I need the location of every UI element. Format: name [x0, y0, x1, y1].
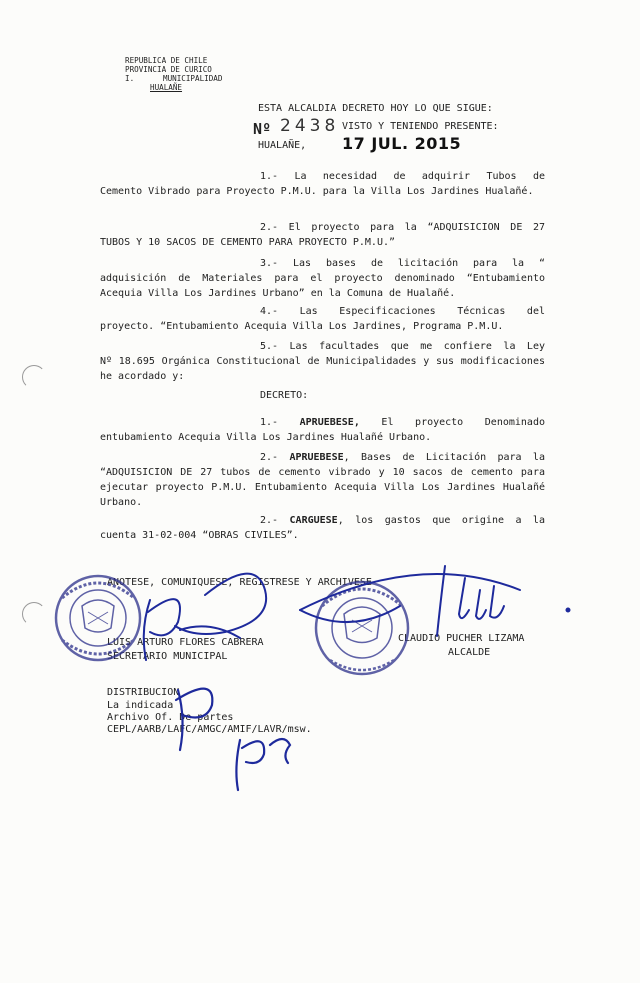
considerando-5-first: 5.- Las facultades que me confiere la Ley — [260, 341, 545, 352]
mayor-signature-icon — [300, 566, 570, 636]
distribution-line-1: La indicada — [107, 700, 174, 711]
decreto-item-3-verb: CARGUESE — [289, 515, 338, 526]
closing-line: ANOTESE, COMUNIQUESE, REGISTRESE Y ARCHIVESE — [107, 577, 372, 588]
header-province: PROVINCIA DE CURICO — [125, 65, 212, 74]
decreto-heading: DECRETO: — [260, 390, 309, 401]
considerando-2-first: 2.- El proyecto para la “ADQUISICION DE 27 — [260, 222, 545, 233]
secretary-title: SECRETARIO MUNICIPAL — [107, 651, 228, 662]
considerando-4-rest: proyecto. “Entubamiento Acequia Villa Los Jardines, Programa P.M.U. — [100, 321, 504, 332]
considerando-3-first: 3.- Las bases de licitación para la “ — [260, 258, 545, 269]
decree-visto: VISTO Y TENIENDO PRESENTE: — [342, 121, 499, 132]
considerando-1-rest: Cemento Vibrado para Proyecto P.M.U. para la Villa Los Jardines Hualañé. — [100, 186, 534, 197]
header-commune: HUALAÑE — [150, 83, 183, 92]
decree-number-prefix: Nº — [253, 120, 272, 138]
decree-number: 2438 — [280, 116, 340, 136]
secretary-signature-icon — [144, 574, 266, 660]
decreto-item-3-first-rest: , los gastos que origine a la — [337, 515, 545, 526]
header-municipality: MUNICIPALIDAD — [163, 74, 223, 83]
decreto-item-2-rest: “ADQUISICION DE 27 tubos de cemento vibrado y 10 sacos de cemento para ejecutar proyecto P.M.U. Entubamiento Acequia Villa Los Jardines Hualañé Urbano. — [100, 467, 545, 508]
decree-date-stamp: 17 JUL. 2015 — [342, 134, 462, 153]
considerando-1-first: 1.- La necesidad de adquirir Tubos de — [260, 171, 545, 182]
mayor-name: CLAUDIO PUCHER LIZAMA — [398, 633, 525, 644]
decree-place: HUALAÑE, — [258, 140, 307, 151]
decreto-item-1-verb: APRUEBESE, — [299, 417, 360, 428]
decreto-item-3-number: 2.- — [260, 515, 279, 526]
distribution-heading: DISTRIBUCION — [107, 687, 180, 698]
decree-intro: ESTA ALCALDIA DECRETO HOY LO QUE SIGUE: — [258, 103, 493, 114]
header-i: I. — [125, 74, 135, 83]
decreto-item-3-rest: cuenta 31-02-004 “OBRAS CIVILES”. — [100, 530, 299, 541]
decreto-item-1-number: 1.- — [260, 417, 279, 428]
distribution-line-2: Archivo Of. De partes — [107, 712, 234, 723]
secretary-name: LUIS ARTURO FLORES CABRERA — [107, 637, 264, 648]
considerando-3-rest: adquisición de Materiales para el proyecto denominado “Entubamiento Acequia Villa Los Jardines Urbano” en la Comuna de Hualañé. — [100, 273, 545, 299]
decreto-item-1-rest: entubamiento Acequia Villa Los Jardines Hualañé Urbano. — [100, 432, 432, 443]
header-republic: REPUBLICA DE CHILE — [125, 56, 208, 65]
considerando-2-rest: TUBOS Y 10 SACOS DE CEMENTO PARA PROYECTO P.M.U.” — [100, 237, 396, 248]
decreto-item-2-first-rest: , Bases de Licitación para la — [343, 452, 545, 463]
considerando-4-first: 4.- Las Especificaciones Técnicas del — [260, 306, 545, 317]
distribution-line-3: CEPL/AARB/LAFC/AMGC/AMIF/LAVR/msw. — [107, 724, 312, 735]
distribution-initials-icon — [176, 689, 290, 790]
decreto-item-2-number: 2.- — [260, 452, 279, 463]
mayor-title: ALCALDE — [448, 647, 491, 658]
secretary-seal-icon — [56, 576, 140, 660]
decreto-item-1-first-rest: El proyecto Denominado — [359, 417, 545, 428]
decreto-item-2-verb: APRUEBESE — [289, 452, 344, 463]
considerando-5-rest: Nº 18.695 Orgánica Constitucional de Municipalidades y sus modificaciones he acordado y: — [100, 356, 545, 382]
